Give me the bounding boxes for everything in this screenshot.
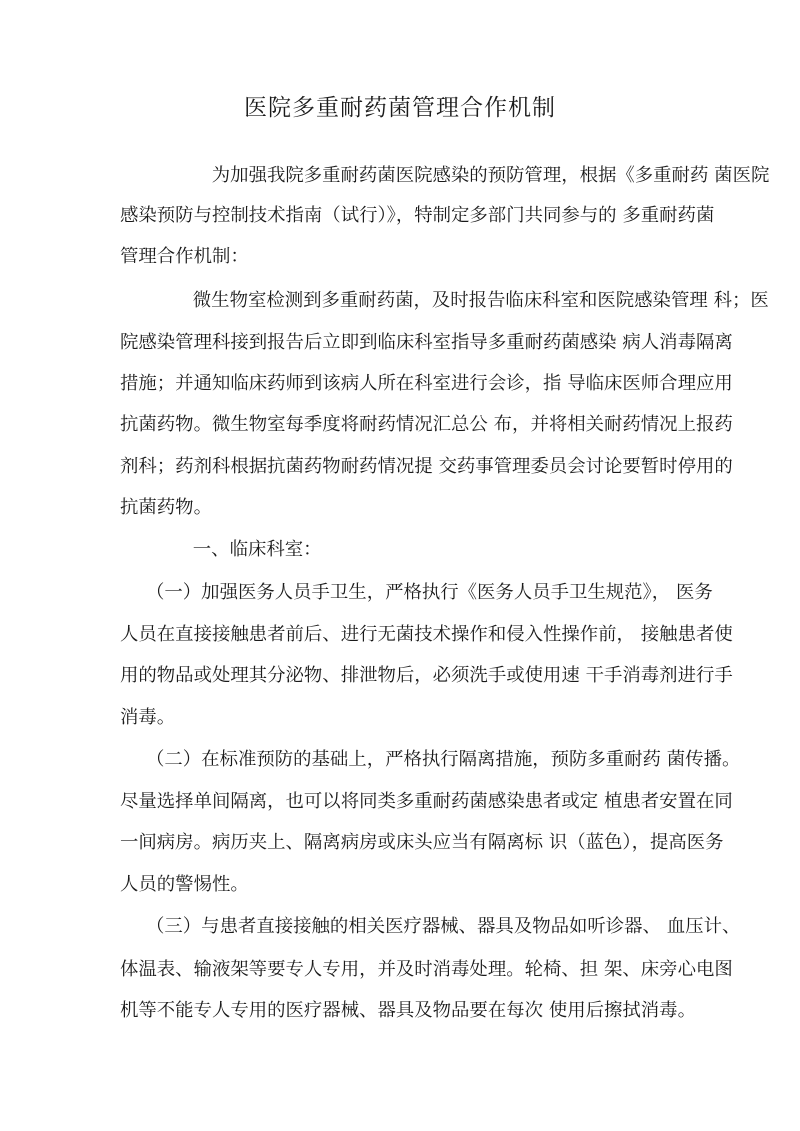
paragraph-line: 为加强我院多重耐药菌医院感染的预防管理，根据《多重耐药 菌医院 — [175, 165, 770, 186]
paragraph-line: 微生物室检测到多重耐药菌，及时报告临床科室和医院感染管理 科；医 — [156, 290, 769, 311]
paragraph-line: 尽量选择单间隔离，也可以将同类多重耐药菌感染患者或定 植患者安置在同 — [120, 791, 733, 812]
paragraph-line: 机等不能专人专用的医疗器械、器具及物品要在每次 使用后擦拭消毒。 — [120, 1000, 696, 1021]
paragraph-line: 感染预防与控制技术指南（试行）》，特制定多部门共同参与的 多重耐药菌 — [120, 205, 715, 226]
paragraph-line: 人员的警惕性。 — [120, 874, 249, 895]
paragraph-line: 消毒。 — [120, 707, 176, 728]
paragraph-line: 剂科；药剂科根据抗菌药物耐药情况提 交药事管理委员会讨论要暂时停用的 — [120, 456, 733, 477]
paragraph-line: 院感染管理科接到报告后立即到临床科室指导多重耐药菌感染 病人消毒隔离 — [120, 332, 733, 353]
document-title: 医院多重耐药菌管理合作机制 — [244, 95, 556, 121]
paragraph-line: 管理合作机制： — [120, 246, 249, 267]
paragraph-line: 抗菌药物。微生物室每季度将耐药情况汇总公 布，并将相关耐药情况上报药 — [120, 414, 733, 435]
section-heading: 一、临床科室： — [156, 539, 322, 560]
paragraph-line: 措施；并通知临床药师到该病人所在科室进行会诊，指 导临床医师合理应用 — [120, 373, 733, 394]
paragraph-line: 一间病房。病历夹上、隔离病房或床头应当有隔离标 识（蓝色），提高医务 — [120, 832, 724, 853]
paragraph-line: 用的物品或处理其分泌物、排泄物后，必须洗手或使用速 干手消毒剂进行手 — [120, 665, 733, 686]
paragraph-line: 抗菌药物。 — [120, 497, 212, 518]
paragraph-line: （二）在标准预防的基础上，严格执行隔离措施，预防多重耐药 菌传播。 — [146, 749, 741, 770]
paragraph-line: （一）加强医务人员手卫生，严格执行《医务人员手卫生规范》， 医务 — [146, 582, 713, 603]
paragraph-line: 人员在直接接触患者前后、进行无菌技术操作和侵入性操作前， 接触患者使 — [120, 624, 733, 645]
paragraph-line: （三）与患者直接接触的相关医疗器械、器具及物品如听诊器、 血压计、 — [146, 916, 741, 937]
paragraph-line: 体温表、输液架等要专人专用，并及时消毒处理。轮椅、担 架、床旁心电图 — [120, 959, 733, 980]
